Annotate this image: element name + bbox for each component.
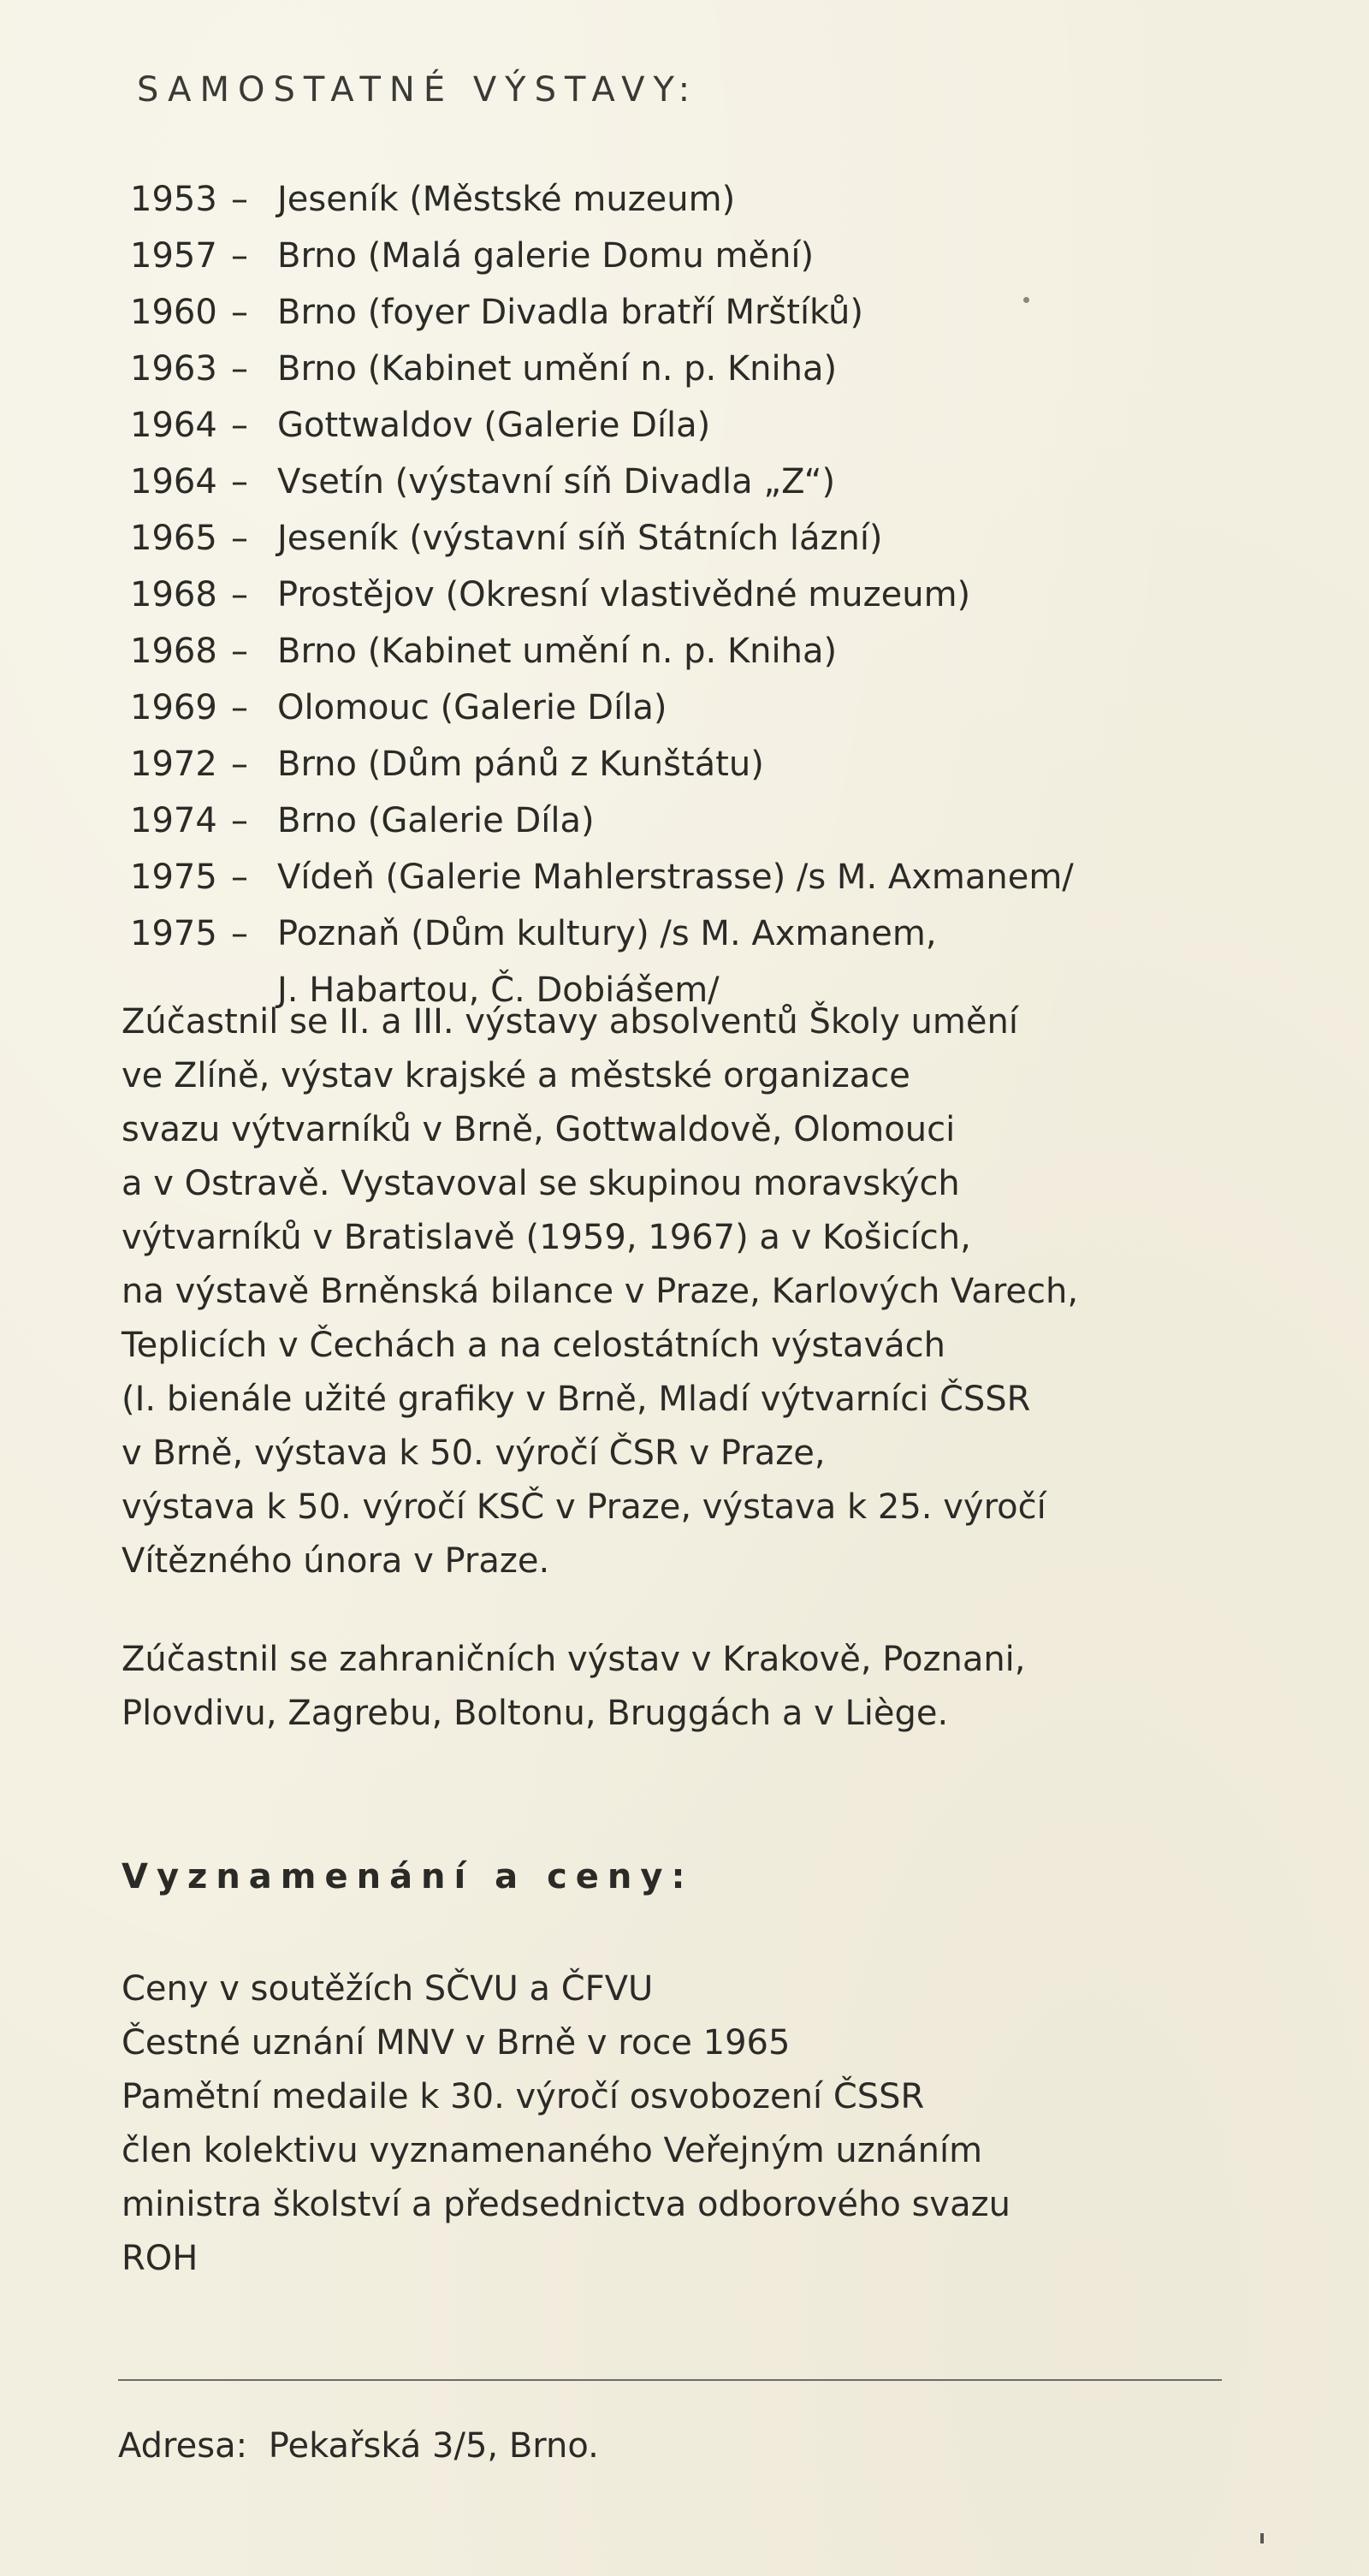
exhibition-place: Brno (Galerie Díla) [277, 801, 595, 840]
exhibition-dash: – [231, 236, 248, 276]
exhibition-year: 1953 [130, 180, 217, 219]
paragraph-line: svazu výtvarníků v Brně, Gottwaldově, Olomouci [121, 1110, 956, 1149]
exhibition-place: Olomouc (Galerie Díla) [277, 688, 667, 727]
exhibition-item [130, 397, 1074, 454]
paragraph-line: Vítězného února v Praze. [121, 1541, 550, 1581]
exhibition-place: Brno (Kabinet umění n. p. Kniha) [277, 349, 838, 389]
exhibition-dash: – [231, 349, 248, 389]
exhibition-year: 1975 [130, 914, 217, 953]
exhibition-item [130, 454, 1074, 510]
exhibition-item [130, 792, 1074, 849]
exhibition-year: 1972 [130, 745, 217, 784]
exhibition-year: 1969 [130, 688, 217, 727]
exhibition-dash: – [231, 406, 248, 445]
exhibition-place: Brno (Dům pánů z Kunštátu) [277, 745, 764, 784]
exhibition-item [130, 849, 1074, 905]
exhibition-item [130, 567, 1074, 623]
paragraph-line: na výstavě Brněnská bilance v Praze, Karlových Varech, [121, 1272, 1079, 1311]
paragraph-line: Zúčastnil se zahraničních výstav v Krakově, Poznani, [121, 1640, 1026, 1679]
print-speck [1023, 297, 1029, 303]
exhibition-place: Jeseník (výstavní síň Státních lázní) [277, 519, 883, 558]
exhibition-year: 1965 [130, 519, 217, 558]
exhibition-continuation: J. Habartou, Č. Dobiášem/ [277, 970, 720, 1010]
exhibition-year: 1975 [130, 858, 217, 897]
exhibitions-list [130, 171, 1074, 1018]
exhibitions-heading: SAMOSTATNÉ VÝSTAVY: [137, 70, 699, 110]
participation-paragraph [121, 995, 1078, 1588]
awards-heading: Vyznamenání a ceny: [121, 1857, 694, 1896]
paragraph-line: (I. bienále užité grafiky v Brně, Mladí výtvarníci ČSSR [121, 1380, 1031, 1419]
print-mark [1260, 2533, 1264, 2543]
exhibition-place: Prostějov (Okresní vlastivědné muzeum) [277, 575, 971, 614]
exhibition-dash: – [231, 293, 248, 332]
address-label: Adresa: [118, 2426, 248, 2466]
exhibition-item [130, 341, 1074, 397]
exhibition-dash: – [231, 801, 248, 840]
exhibition-year: 1964 [130, 406, 217, 445]
exhibition-place: Brno (foyer Divadla bratří Mrštíků) [277, 293, 863, 332]
exhibition-item [130, 623, 1074, 680]
foreign-exhibitions-paragraph [121, 1633, 1026, 1741]
exhibition-dash: – [231, 688, 248, 727]
exhibition-year: 1968 [130, 632, 217, 671]
address-value: Pekařská 3/5, Brno. [268, 2426, 599, 2466]
exhibition-dash: – [231, 462, 248, 502]
exhibition-year: 1963 [130, 349, 217, 389]
paragraph-line: výstava k 50. výročí KSČ v Praze, výstava k 25. výročí [121, 1487, 1046, 1527]
exhibition-place: Brno (Kabinet umění n. p. Kniha) [277, 632, 838, 671]
exhibition-dash: – [231, 914, 248, 953]
exhibition-dash: – [231, 745, 248, 784]
exhibition-dash: – [231, 180, 248, 219]
awards-list [121, 1962, 1010, 2286]
paragraph-line: Teplicích v Čechách a na celostátních výstavách [121, 1326, 946, 1365]
award-item: ROH [121, 2239, 199, 2278]
exhibition-dash: – [231, 632, 248, 671]
exhibition-year: 1974 [130, 801, 217, 840]
exhibition-year: 1957 [130, 236, 217, 276]
paragraph-line: ve Zlíně, výstav krajské a městské organizace [121, 1056, 910, 1095]
paragraph-line: Plovdivu, Zagrebu, Boltonu, Bruggách a v Liège. [121, 1694, 949, 1733]
exhibition-item [130, 228, 1074, 284]
paragraph-line: v Brně, výstava k 50. výročí ČSR v Praze, [121, 1433, 826, 1473]
exhibition-place: Vsetín (výstavní síň Divadla „Z“) [277, 462, 836, 502]
paragraph-line: a v Ostravě. Vystavoval se skupinou moravských [121, 1164, 960, 1203]
exhibition-place: Poznaň (Dům kultury) /s M. Axmanem, [277, 914, 937, 953]
award-item: Čestné uznání MNV v Brně v roce 1965 [121, 2023, 791, 2063]
exhibition-dash: – [231, 519, 248, 558]
exhibition-dash: – [231, 575, 248, 614]
exhibition-item [130, 736, 1074, 792]
award-item: člen kolektivu vyznamenaného Veřejným uznáním [121, 2131, 983, 2170]
address-line [118, 2426, 599, 2466]
exhibition-item [130, 680, 1074, 736]
exhibition-year: 1964 [130, 462, 217, 502]
paragraph-line: Zúčastnil se II. a III. výstavy absolventů Školy umění [121, 1002, 1018, 1042]
award-item: ministra školství a předsednictva odborového svazu [121, 2185, 1010, 2224]
exhibition-year: 1968 [130, 575, 217, 614]
exhibition-item [130, 284, 1074, 341]
exhibition-place: Gottwaldov (Galerie Díla) [277, 406, 711, 445]
exhibition-year: 1960 [130, 293, 217, 332]
paragraph-line: výtvarníků v Bratislavě (1959, 1967) a v Košicích, [121, 1218, 971, 1257]
exhibition-place: Brno (Malá galerie Domu mění) [277, 236, 815, 276]
exhibition-item [130, 905, 1074, 962]
award-item: Ceny v soutěžích SČVU a ČFVU [121, 1969, 654, 2009]
exhibition-item [130, 510, 1074, 567]
award-item: Pamětní medaile k 30. výročí osvobození ČSSR [121, 2077, 925, 2116]
exhibition-place: Jeseník (Městské muzeum) [277, 180, 736, 219]
exhibition-dash: – [231, 858, 248, 897]
exhibition-item [130, 171, 1074, 228]
divider-line [118, 2379, 1222, 2381]
exhibition-place: Vídeň (Galerie Mahlerstrasse) /s M. Axmanem/ [277, 858, 1074, 897]
